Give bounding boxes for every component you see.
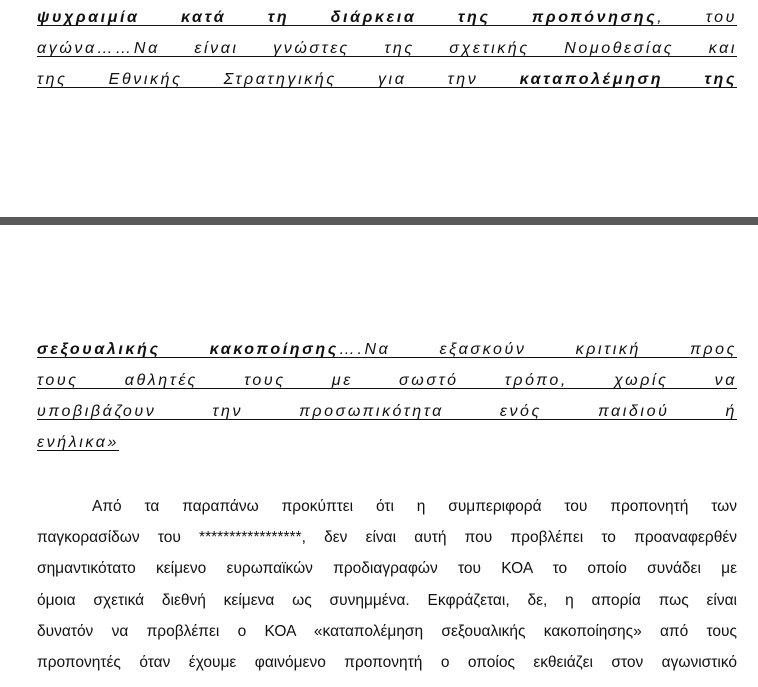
document-page-bottom bbox=[0, 225, 758, 687]
quote-line-4 bbox=[37, 340, 737, 360]
quote-line-2-text: αγώνα……Να είναι γνώστες της σχετικής Νομοθεσίας και bbox=[37, 40, 737, 57]
quote-line-4-bold: σεξουαλικής κακοποίησης bbox=[37, 341, 339, 358]
paragraph-line-1: Από τα παραπάνω προκύπτει ότι η συμπεριφορά του προπονητή των bbox=[92, 498, 737, 515]
quote-line-3-bold: καταπολέμηση της bbox=[519, 71, 737, 88]
paragraph-line-5: δυνατόν να προβλέπει ο ΚΟΑ «καταπολέμηση σεξουαλικής κακοποίησης» από τους bbox=[37, 623, 737, 640]
page-break-divider bbox=[0, 217, 758, 225]
quote-line-2 bbox=[37, 39, 737, 59]
quote-line-1-text: , του bbox=[657, 9, 738, 26]
paragraph-line-6: προπονητές όταν έχουμε φαινόμενο προπονητή ο οποίος εκθειάζει στον αγωνιστικό bbox=[37, 654, 737, 671]
quote-line-3-text: της Εθνικής Στρατηγικής για την bbox=[37, 71, 520, 88]
paragraph-line-2: παγκορασίδων του *****************, δεν είναι αυτή που προβλέπει το προαναφερθέν bbox=[37, 529, 737, 546]
quote-line-7 bbox=[37, 433, 119, 453]
quote-line-6 bbox=[37, 402, 737, 422]
quote-line-1-bold: ψυχραιμία κατά τη διάρκεια της προπόνησης bbox=[37, 9, 658, 26]
paragraph-line-3: σημαντικότατο κείμενο ευρωπαϊκών προδιαγραφών του ΚΟΑ το οποίο συνάδει με bbox=[37, 560, 737, 577]
quote-line-7-text: ενήλικα» bbox=[37, 434, 119, 451]
paragraph-line-4: όμοια σχετικά διεθνή κείμενα ως συνημμένα. Εκφράζεται, δε, η απορία πως είναι bbox=[37, 592, 737, 609]
document-page-top bbox=[0, 0, 758, 216]
quote-line-5-text: τους αθλητές τους με σωστό τρόπο, χωρίς να bbox=[37, 372, 737, 389]
quote-line-3 bbox=[37, 70, 737, 90]
quote-line-4-text: ….Να εξασκούν κριτική προς bbox=[338, 341, 737, 358]
quote-line-6-text: υποβιβάζουν την προσωπικότητα ενός παιδιού ή bbox=[37, 403, 737, 420]
quote-line-1 bbox=[37, 8, 737, 28]
quote-line-5 bbox=[37, 371, 737, 391]
